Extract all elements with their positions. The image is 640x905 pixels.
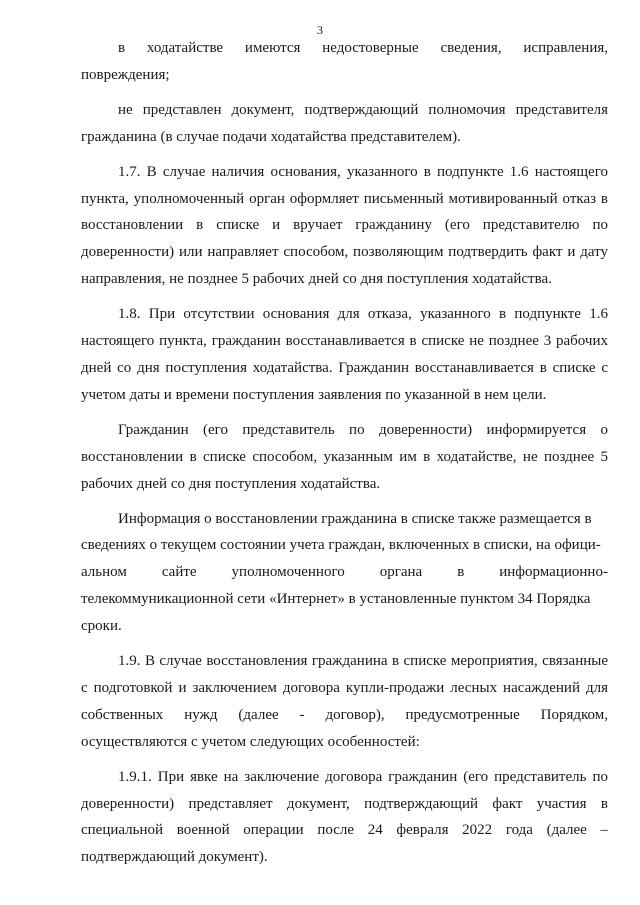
- paragraph-item-invalid-info: в ходатайстве имеются недостоверные сведения, исправления, повреждения;: [81, 40, 608, 83]
- info-line-5: сроки.: [81, 618, 122, 635]
- document-body: [81, 35, 608, 871]
- info-word: органа: [379, 564, 423, 581]
- paragraph-citizen-informed: Гражданин (его представитель по доверенности) информируется о восстановлении в списке способом, указанным им в ходатайстве, не позднее 5 рабочих дней со дня поступления ходатайства.: [81, 421, 608, 492]
- page-number: 3: [317, 23, 323, 37]
- info-word: уполномоченного: [231, 564, 345, 581]
- info-line-4: телекоммуникационной сети «Интернет» в установленные пунктом 34 Порядка: [81, 591, 591, 608]
- info-word: альном: [81, 564, 127, 581]
- paragraph-1-9: 1.9. В случае восстановления гражданина в списке мероприятия, связанные с подготовкой и заключением договора купли-продажи лесных насаждений для собственных нужд (далее - договор), предусмотренные Порядком, осуществляются с учетом следующих особенностей:: [81, 653, 608, 750]
- paragraph-1-9-1: 1.9.1. При явке на заключение договора гражданин (его представитель по доверенности) представляет документ, подтверждающий факт участия в специальной военной операции после 24 февраля 2022 года (далее – подтверждающий документ).: [81, 768, 608, 866]
- paragraph-item-no-authority: не представлен документ, подтверждающий полномочия представителя гражданина (в случае подачи ходатайства представителем).: [81, 101, 608, 145]
- paragraph-info-published: [81, 506, 608, 641]
- info-word: сайте: [161, 564, 197, 581]
- paragraph-1-7: 1.7. В случае наличия основания, указанного в подпункте 1.6 настоящего пункта, уполномоченный орган оформляет письменный мотивированный отказ в восстановлении в списке и вручает гражданину (его представителю по доверенности) или направляет способом, позволяющим подтвердить факт и дату направления, не позднее 5 рабочих дней со дня поступления ходатайства.: [81, 163, 608, 288]
- info-word: в: [457, 564, 465, 581]
- info-line-1: Информация о восстановлении гражданина в списке также размещается в: [118, 510, 592, 527]
- info-line-3: [81, 559, 608, 586]
- paragraph-1-8: 1.8. При отсутствии основания для отказа, указанного в подпункте 1.6 настоящего пункта, гражданин восстанавливается в списке не позднее 3 рабочих дней со дня поступления ходатайства. Гражданин восстанавливается в списке с учетом даты и времени поступления заявления по указанной в нем цели.: [81, 306, 608, 403]
- info-line-2: сведениях о текущем состоянии учета граждан, включенных в списки, на офици-: [81, 537, 601, 554]
- info-word: информационно-: [499, 564, 608, 581]
